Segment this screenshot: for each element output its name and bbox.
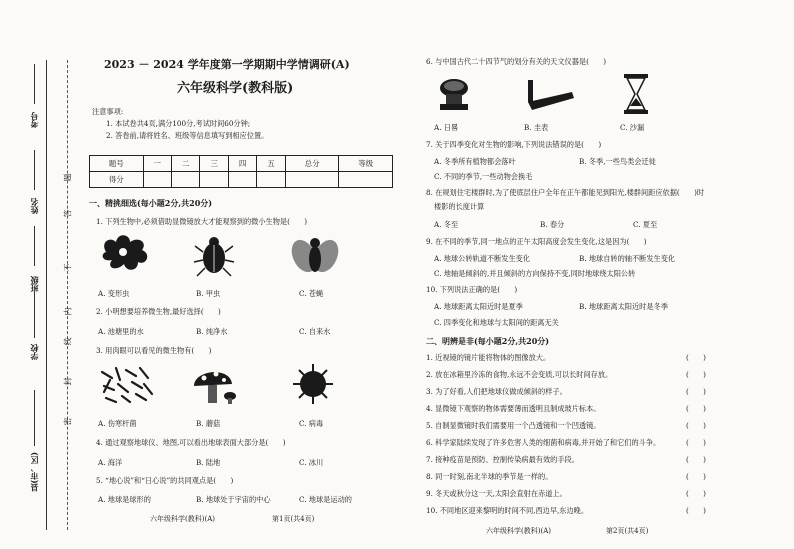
score-cell xyxy=(143,172,171,188)
q4-option-c: C. 冰川 xyxy=(299,458,324,467)
name-line xyxy=(34,150,35,190)
answer-blank[interactable]: ( ) xyxy=(686,489,706,498)
mushroom-icon xyxy=(190,362,240,406)
school-line xyxy=(34,292,35,338)
tf-item: 10. 不同地区迎来黎明的时间不同,西边早,东边晚。 xyxy=(426,506,589,515)
q10-option-a: A. 地球距离太阳近时是夏季 xyxy=(434,302,523,311)
q4-stem: 4. 通过观察地球仪、地图,可以看出地球表面大部分是( ) xyxy=(96,438,286,447)
footer-right-subject: 六年级科学(教科)(A) xyxy=(486,527,551,535)
seal-char: 线 xyxy=(63,337,73,346)
tf-item: 7. 接种疫苗是预防、控制传染病最有效的手段。 xyxy=(426,455,579,464)
q6-option-c: C. 沙漏 xyxy=(620,123,645,132)
virus-icon xyxy=(290,362,336,406)
q2-option-c: C. 自来水 xyxy=(299,327,331,336)
county-line xyxy=(34,390,35,446)
gnomon-icon xyxy=(524,76,576,114)
tf-item: 2. 放在冰箱里冷冻的食物,永远不会变质,可以长时间存放。 xyxy=(426,370,613,379)
exam-no-line xyxy=(34,64,35,104)
q7-option-c: C. 不同的季节,一些动物会换毛 xyxy=(434,172,533,181)
q5-option-c: C. 地球是运动的 xyxy=(299,495,352,504)
class-line xyxy=(34,226,35,266)
amoeba-icon xyxy=(96,230,156,276)
score-cell xyxy=(172,172,200,188)
footer-right-page: 第2页(共4页) xyxy=(606,527,649,535)
score-cell xyxy=(200,172,228,188)
exam-title: 2023 － 2024 学年度第一学期期中学情调研(A) xyxy=(104,58,350,71)
q5-stem: 5. “地心说”和“日心说”的共同观点是( ) xyxy=(96,476,234,485)
q2-option-b: B. 纯净水 xyxy=(196,327,228,336)
q1-stem: 1. 下列生物中,必须借助显微镜放大才能观察到的微小生物是( ) xyxy=(96,217,308,226)
q8-option-a: A. 冬至 xyxy=(434,220,459,229)
answer-blank[interactable]: ( ) xyxy=(686,472,706,481)
sundial-icon xyxy=(434,74,474,114)
notes-line-1: 1. 本试卷共4页,满分100分,考试时间60分钟; xyxy=(106,119,251,128)
tf-item: 4. 显微镜下观察的物体需要薄而透明且制成玻片标本。 xyxy=(426,404,601,413)
q1-option-b: B. 甲虫 xyxy=(196,289,221,298)
q3-option-b: B. 蘑菇 xyxy=(196,419,221,428)
score-header-cell: 二 xyxy=(172,156,200,172)
q9-option-b: B. 地球自转的轴不断发生变化 xyxy=(579,254,676,263)
section1-title: 一、精挑细选(每小题2分,共20分) xyxy=(89,198,213,208)
q6-option-a: A. 日晷 xyxy=(434,123,459,132)
q10-stem: 10. 下列说法正确的是( ) xyxy=(426,285,518,294)
q6-option-b: B. 圭表 xyxy=(524,123,549,132)
tf-item: 5. 自制显微镜时我们需要用一个凸透镜和一个凹透镜。 xyxy=(426,421,601,430)
q10-option-b: B. 地球距离太阳近时是冬季 xyxy=(579,302,668,311)
q4-option-a: A. 海洋 xyxy=(98,458,123,467)
score-header-cell: 三 xyxy=(200,156,228,172)
section2-title: 二、明辨是非(每小题2分,共20分) xyxy=(426,336,550,346)
answer-blank[interactable]: ( ) xyxy=(686,404,706,413)
q5-option-b: B. 地球处于宇宙的中心 xyxy=(196,495,271,504)
q2-option-a: A. 池塘里的水 xyxy=(98,327,144,336)
fly-icon xyxy=(290,232,340,278)
score-table xyxy=(89,155,393,188)
q8-option-b: B. 春分 xyxy=(540,220,565,229)
q7-stem: 7. 关于四季变化对生物的影响,下列说法错误的是( ) xyxy=(426,140,602,149)
score-header-cell: 题号 xyxy=(90,156,144,172)
seal-dashed-line xyxy=(67,60,68,530)
seal-char: 不 xyxy=(63,263,73,272)
name-label: 姓名 xyxy=(29,198,39,214)
binding-strip xyxy=(0,0,88,549)
q9-stem: 9. 在不同的季节,同一地点的正午太阳高度会发生变化,这是因为( ) xyxy=(426,237,647,246)
tf-item: 6. 科学家陆续发现了许多危害人类的细菌和病毒,并开始了和它们的斗争。 xyxy=(426,438,661,447)
q1-option-a: A. 变形虫 xyxy=(98,289,130,298)
score-cell xyxy=(228,172,256,188)
score-row-label: 得分 xyxy=(90,172,144,188)
county-label: 县(市、区) xyxy=(29,452,39,492)
q7-option-b: B. 冬季,一些鸟类会迁徙 xyxy=(579,157,656,166)
score-header-cell: 等级 xyxy=(339,156,393,172)
score-header-cell: 一 xyxy=(143,156,171,172)
beetle-icon xyxy=(192,232,236,278)
tf-item: 3. 为了好看,人们把地球仪做成倾斜的样子。 xyxy=(426,387,567,396)
binding-line xyxy=(46,60,47,530)
q4-option-b: B. 陆地 xyxy=(196,458,221,467)
seal-char: 密 xyxy=(63,417,73,426)
answer-blank[interactable]: ( ) xyxy=(686,455,706,464)
q6-stem: 6. 与中国古代二十四节气的划分有关的天文仪器是( ) xyxy=(426,57,607,66)
q7-option-a: A. 冬季所有植物都会落叶 xyxy=(434,157,516,166)
q10-option-c: C. 四季变化和地球与太阳间的距离无关 xyxy=(434,318,559,327)
q3-stem: 3. 用肉眼可以看见的微生物有( ) xyxy=(96,346,212,355)
score-cell xyxy=(339,172,393,188)
q5-option-a: A. 地球是球形的 xyxy=(98,495,151,504)
hourglass-icon xyxy=(622,72,650,116)
seal-char: 题 xyxy=(63,173,73,182)
score-header-cell: 总分 xyxy=(285,156,339,172)
answer-blank[interactable]: ( ) xyxy=(686,438,706,447)
q2-stem: 2. 小明想要培养微生物,最好选择( ) xyxy=(96,307,221,316)
tf-item: 1. 近视镜的镜片能将物体的图像放大。 xyxy=(426,353,551,362)
notes-line-2: 2. 答卷前,请将姓名、班级等信息填写到相应位置。 xyxy=(106,131,269,140)
answer-blank[interactable]: ( ) xyxy=(686,506,706,515)
footer-left-page: 第1页(共4页) xyxy=(272,515,315,523)
q8-option-c: C. 夏至 xyxy=(633,220,658,229)
score-header-cell: 四 xyxy=(228,156,256,172)
school-label: 学校 xyxy=(29,344,39,360)
q9-option-a: A. 地球公转轨道不断发生变化 xyxy=(434,254,531,263)
answer-blank[interactable]: ( ) xyxy=(686,353,706,362)
score-cell xyxy=(285,172,339,188)
seal-char: 答 xyxy=(63,209,73,218)
seal-char: 内 xyxy=(63,307,73,316)
bacteria-icon xyxy=(96,362,156,406)
answer-blank[interactable]: ( ) xyxy=(686,421,706,430)
answer-blank[interactable]: ( ) xyxy=(686,387,706,396)
q1-option-c: C. 苍蝇 xyxy=(299,289,324,298)
score-cell xyxy=(257,172,285,188)
seal-char: 封 xyxy=(63,377,73,386)
exam-subject: 六年级科学(教科版) xyxy=(177,81,294,96)
exam-no-label: 考号 xyxy=(29,112,39,128)
answer-blank[interactable]: ( ) xyxy=(686,370,706,379)
class-label: 班级 xyxy=(29,276,39,292)
footer-left-subject: 六年级科学(教科)(A) xyxy=(150,515,215,523)
notes-title: 注意事项: xyxy=(92,107,124,116)
tf-item: 8. 同一时刻,南北半球的季节是一样的。 xyxy=(426,472,553,481)
q9-option-c: C. 地轴是倾斜的,并且倾斜的方向保持不变,同时地球绕太阳公转 xyxy=(434,269,636,278)
q3-option-a: A. 伤寒杆菌 xyxy=(98,419,137,428)
q8-stem: 8. 在规划住宅楼群时,为了使底层住户全年在正午都能见到阳光,楼群间距应依据( )时 xyxy=(426,188,705,197)
score-header-cell: 五 xyxy=(257,156,285,172)
tf-item: 9. 冬天或秋分这一天,太阳会直射在赤道上。 xyxy=(426,489,567,498)
q8-stem-cont: 楼影的长度计算 xyxy=(434,202,485,211)
q3-option-c: C. 病毒 xyxy=(299,419,324,428)
